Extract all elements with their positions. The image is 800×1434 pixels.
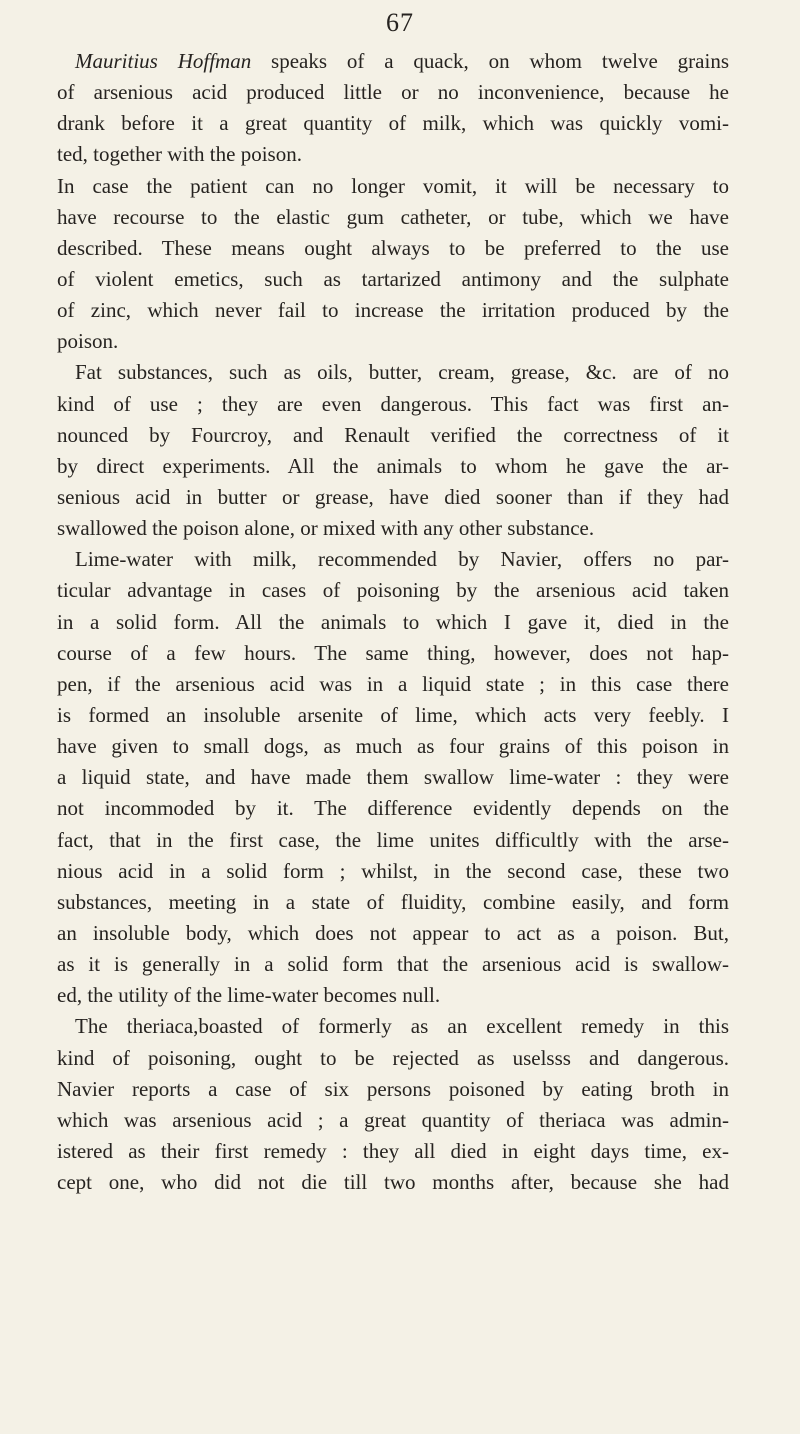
line-text: have given to small dogs, as much as four grains of this poison in (57, 734, 729, 759)
line-text: cept one, who did not die till two months after, because she had (57, 1170, 729, 1195)
text-line (57, 202, 729, 233)
text-line (57, 1011, 729, 1042)
line-text: poison. (57, 329, 119, 354)
line-text: The theriaca,boasted of formerly as an excellent remedy in this (75, 1014, 729, 1039)
text-line (57, 1105, 729, 1136)
line-text: by direct experiments. All the animals to whom he gave the ar- (57, 453, 729, 478)
text-line (57, 139, 729, 170)
text-line (57, 638, 729, 669)
line-text: speaks of a quack, on whom twelve grains (251, 49, 729, 73)
body-text (57, 46, 729, 1198)
line-text: an insoluble body, which does not appear to act as a poison. But, (57, 920, 729, 945)
line-text: ticular advantage in cases of poisoning by the arsenious acid taken (57, 578, 729, 603)
line-text: substances, meeting in a state of fluidity, combine easily, and form (57, 889, 729, 914)
text-line (57, 700, 729, 731)
text-line (57, 108, 729, 139)
text-line (57, 233, 729, 264)
line-text: of arsenious acid produced little or no inconvenience, because he (57, 80, 729, 105)
text-line (57, 980, 729, 1011)
text-line (57, 77, 729, 108)
page-number: 67 (386, 8, 414, 37)
line-text: ted, together with the poison. (57, 142, 302, 167)
text-line (57, 326, 729, 357)
line-text: fact, that in the first case, the lime unites difficultly with the arse- (57, 827, 729, 852)
line-text: Lime-water with milk, recommended by Navier, offers no par- (75, 547, 729, 572)
text-line (57, 825, 729, 856)
text-line (57, 389, 729, 420)
text-line (57, 46, 729, 77)
line-text: as it is generally in a solid form that the arsenious acid is swallow- (57, 952, 729, 977)
line-text: a liquid state, and have made them swallow lime-water : they were (57, 765, 729, 790)
text-line (57, 1136, 729, 1167)
text-line (57, 357, 729, 388)
italic-name: Mauritius Hoffman (75, 49, 252, 73)
line-text: of violent emetics, such as tartarized antimony and the sulphate (57, 266, 729, 291)
line-text: pen, if the arsenious acid was in a liquid state ; in this case there (57, 671, 729, 696)
line-text: course of a few hours. The same thing, however, does not hap- (57, 640, 729, 665)
text-line (57, 1074, 729, 1105)
text-line (57, 575, 729, 606)
line-text: nounced by Fourcroy, and Renault verified the correctness of it (57, 422, 729, 447)
text-line (57, 918, 729, 949)
text-line (57, 1167, 729, 1198)
text-line (57, 731, 729, 762)
line-text: kind of poisoning, ought to be rejected as uselsss and dangerous. (57, 1045, 729, 1070)
line-text: described. These means ought always to be preferred to the use (57, 235, 729, 260)
text-line (57, 264, 729, 295)
text-line (57, 295, 729, 326)
line-text: drank before it a great quantity of milk, which was quickly vomi- (57, 111, 729, 136)
text-line (57, 887, 729, 918)
text-line (57, 949, 729, 980)
line-text: not incommoded by it. The difference evidently depends on the (57, 796, 729, 821)
line-text: In case the patient can no longer vomit, it will be necessary to (57, 173, 729, 198)
line-text: have recourse to the elastic gum catheter, or tube, which we have (57, 204, 729, 229)
line-text: ed, the utility of the lime-water becomes null. (57, 983, 441, 1008)
line-text: is formed an insoluble arsenite of lime, which acts very feebly. I (57, 702, 729, 727)
text-line (57, 1043, 729, 1074)
text-line (57, 793, 729, 824)
text-line (57, 171, 729, 202)
line-text: which was arsenious acid ; a great quantity of theriaca was admin- (57, 1107, 729, 1132)
text-line (57, 420, 729, 451)
text-line (57, 451, 729, 482)
line-text: in a solid form. All the animals to which I gave it, died in the (57, 609, 729, 634)
line-text: of zinc, which never fail to increase the irritation produced by the (57, 298, 729, 323)
line-text: Fat substances, such as oils, butter, cream, grease, &c. are of no (75, 360, 729, 385)
line-text: Navier reports a case of six persons poisoned by eating broth in (57, 1076, 729, 1101)
text-line (57, 762, 729, 793)
line-text: nious acid in a solid form ; whilst, in the second case, these two (57, 858, 729, 883)
line-text: kind of use ; they are even dangerous. This fact was first an- (57, 391, 729, 416)
text-line (57, 513, 729, 544)
text-line (57, 669, 729, 700)
line-text: istered as their first remedy : they all died in eight days time, ex- (57, 1138, 729, 1163)
line-text: senious acid in butter or grease, have died sooner than if they had (57, 484, 729, 509)
text-line (57, 856, 729, 887)
text-line (57, 607, 729, 638)
text-line (57, 482, 729, 513)
text-line (57, 544, 729, 575)
line-text: swallowed the poison alone, or mixed with any other substance. (57, 516, 595, 541)
